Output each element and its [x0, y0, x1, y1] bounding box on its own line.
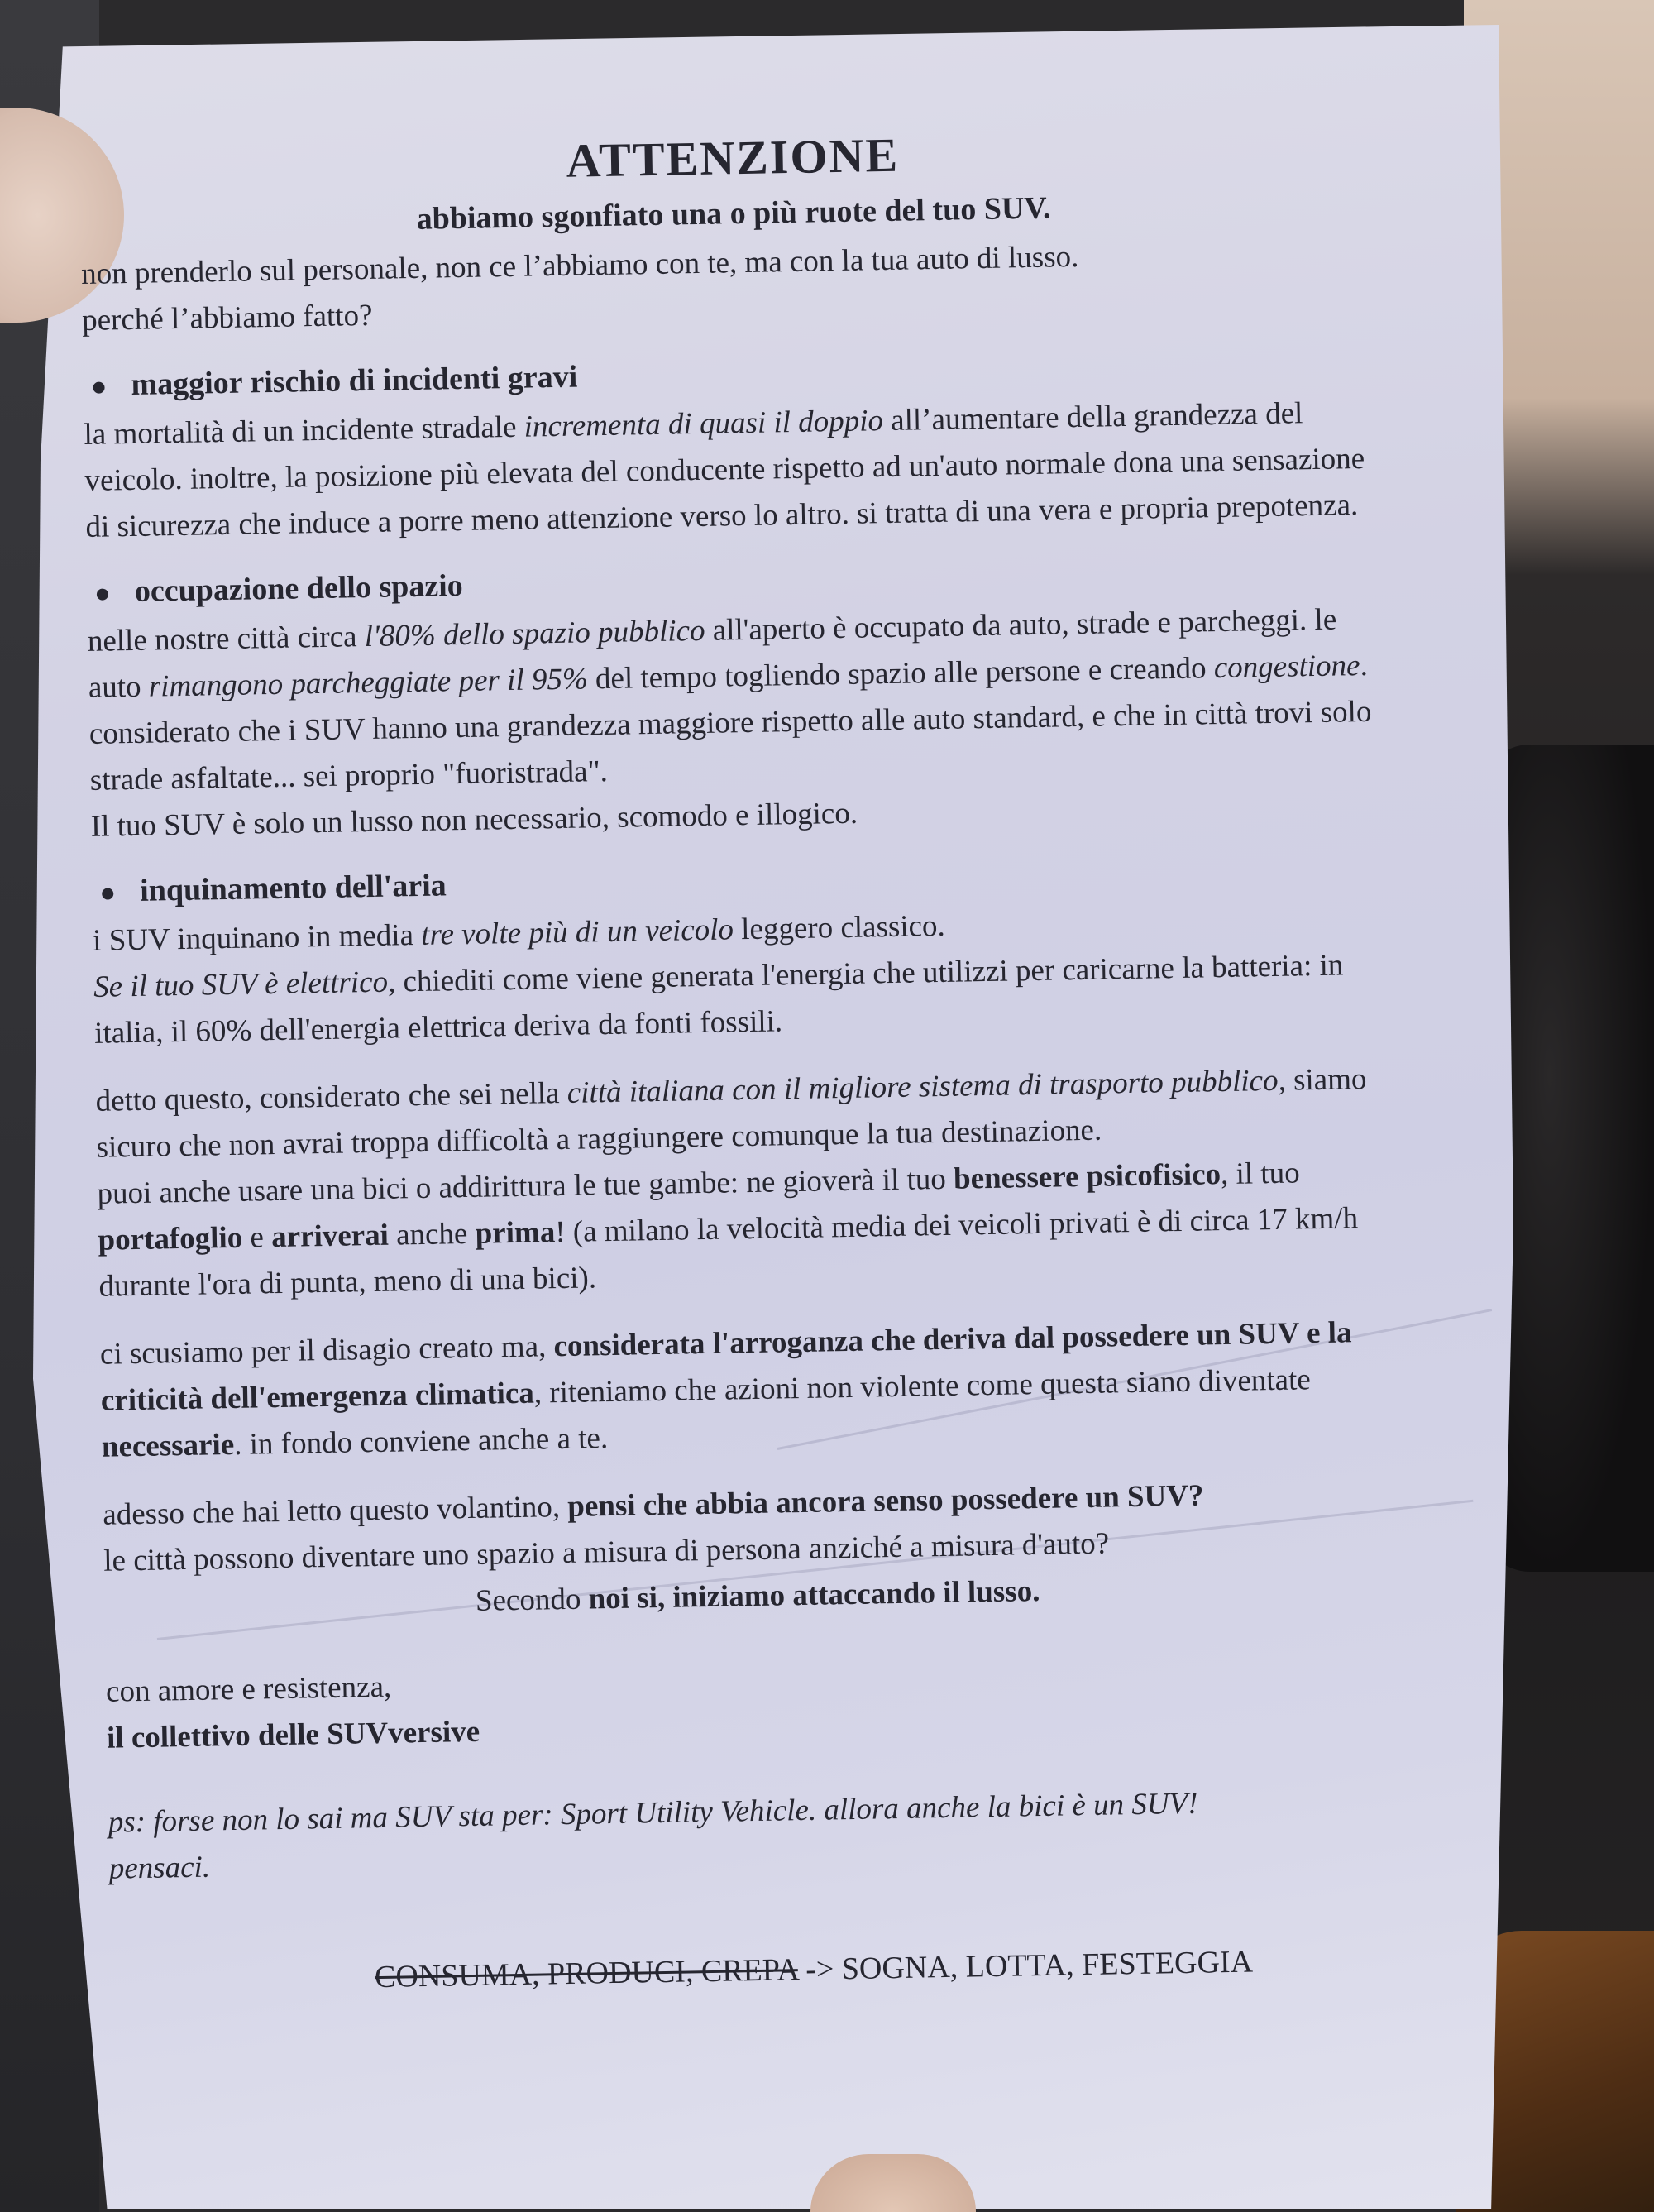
paragraph-apology: ci scusiamo per il disagio creato ma, considerata l'arroganza che deriva dal possedere un SUV e la criticità dell'emergenza climatica, riteniamo che azioni non violente come questa siano diventate necessarie. in fondo conviene anche a te.	[99, 1315, 1352, 1464]
flyer-content	[79, 101, 1417, 2004]
postscript-end: pensaci.	[108, 1850, 211, 1886]
section-body-pollution: i SUV inquinano in media tre volte più di un veicolo leggero classico. Se il tuo SUV è elettrico, chiediti come viene generata l'energia che utilizzi per caricarne la batteria: in italia, il 60% dell'energia elettrica deriva da fonti fossili.	[92, 908, 1344, 1051]
paragraph-question: adesso che hai letto questo volantino, pensi che abbia ancora senso possedere un SUV? le città possono diventare uno spazio a misura di persona anziché a misura d'auto?	[102, 1478, 1204, 1578]
bullet-icon	[102, 888, 113, 900]
signoff-collective: il collettivo delle SUVversive	[106, 1714, 480, 1755]
bullet-icon	[93, 382, 104, 394]
paragraph-city: detto questo, considerato che sei nella città italiana con il migliore sistema di trasporto pubblico, siamo sicuro che non avrai troppa difficoltà a raggiungere comunque la tua destinazione.	[95, 1061, 1367, 1165]
signoff-line: con amore e resistenza,	[105, 1669, 392, 1709]
section-heading-pollution: inquinamento dell'aria	[92, 845, 1399, 915]
paragraph-answer: Secondo noi si, iniziamo attaccando il lusso.	[475, 1573, 1040, 1618]
section-body-risk: la mortalità di un incidente stradale incrementa di quasi il doppio all’aumentare della grandezza del veicolo. inoltre, la posizione più elevata del conducente rispetto ad un'auto normale dona una sensazione di sicurezza che induce a porre meno attenzione verso lo altro. si tratta di una vera e propria prepotenza.	[84, 396, 1365, 544]
flyer-title: ATTENZIONE	[566, 127, 900, 188]
footer-slogan: CONSUMA, PRODUCI, CREPA -> SOGNA, LOTTA, FESTEGGIA	[374, 1944, 1254, 1995]
intro-line-1: non prenderlo sul personale, non ce l’abbiamo con te, ma con la tua auto di lusso.	[80, 239, 1079, 291]
flyer-subtitle: abbiamo sgonfiato una o più ruote del tuo SUV.	[416, 190, 1051, 237]
bullet-icon	[97, 589, 108, 601]
section-heading-risk: maggior rischio di incidenti gravi	[83, 339, 1390, 409]
intro-line-2: perché l’abbiamo fatto?	[81, 298, 373, 338]
section-heading-space: occupazione dello spazio	[86, 546, 1393, 615]
section-body-space-conclusion: Il tuo SUV è solo un lusso non necessario, scomodo e illogico.	[90, 796, 858, 844]
section-body-space: nelle nostre città circa l'80% dello spazio pubblico all'aperto è occupato da auto, strade e parcheggi. le auto rimangono parcheggiate per il 95% del tempo togliendo spazio alle persone e creando congestione. considerato che i SUV hanno una grandezza maggiore rispetto alle auto standard, e che in città trovi solo strade asfaltate... sei proprio "fuoristrada".	[87, 602, 1372, 797]
paragraph-bike: puoi anche usare una bici o addirittura le tue gambe: ne gioverà il tuo benessere psicofisico, il tuo portafoglio e arriverai anche prima! (a milano la velocità media dei veicoli privati è di circa 17 km/h durante l'ora di punta, meno di una bici).	[97, 1156, 1359, 1304]
postscript: ps: forse non lo sai ma SUV sta per: Sport Utility Vehicle. allora anche la bici è un SUV!	[108, 1786, 1198, 1840]
